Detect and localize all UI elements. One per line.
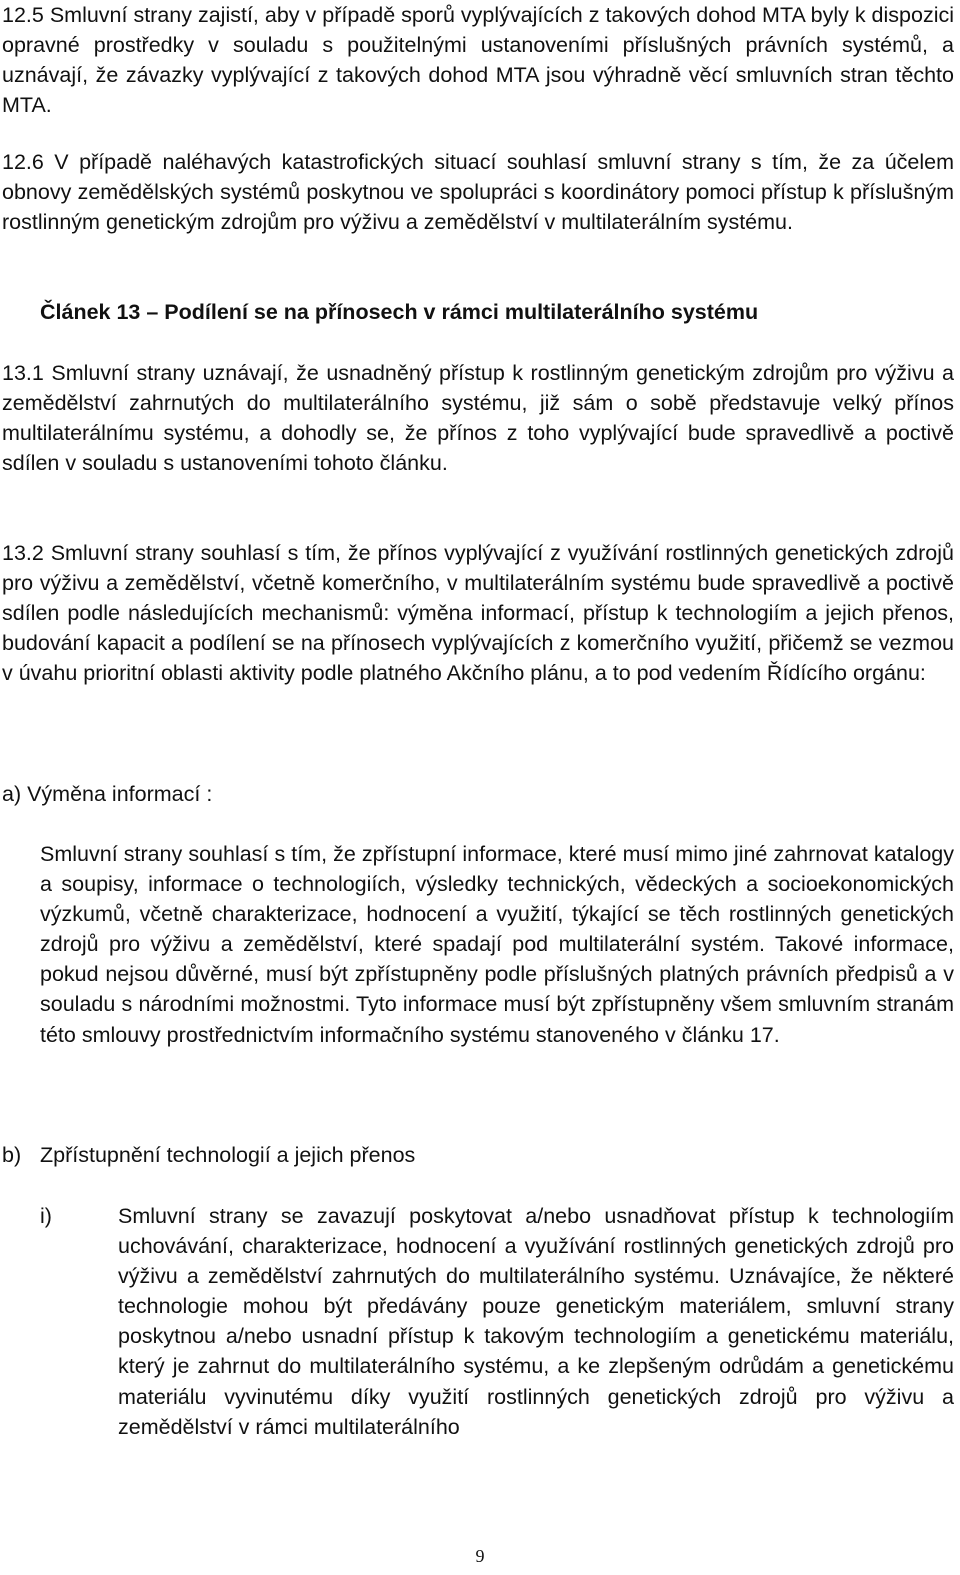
paragraph-13-2: 13.2 Smluvní strany souhlasí s tím, že přínos vyplývající z využívání rostlinných genetických zdrojů pro výživu a zemědělství, včetně komerčního, v multilaterálním systému bude spravedlivě a poctivě sdílen podle následujících mechanismů: výměna informací, přístup k technologiím a jejich přenos, budování kapacit a podílení se na přínosech vyplývajících z komerčního využití, přičemž se vezmou v úvahu prioritní oblasti aktivity podle platného Akčního plánu, a to pod vedením Řídícího orgánu: [2,541,954,686]
item-b-marker: b) [2,1143,22,1167]
item-i-marker: i) [40,1204,52,1228]
paragraph-12-6: 12.6 V případě naléhavých katastrofických situací souhlasí smluvní strany s tím, že za účelem obnovy zemědělských systémů poskytnou ve spolupráci s koordinátory pomoci přístup k příslušným rostlinným genetickým zdrojům pro výživu a zemědělství v multilaterálním systému. [2,150,954,235]
item-a-text: Smluvní strany souhlasí s tím, že zpřístupní informace, které musí mimo jiné zahrnovat katalogy a soupisy, informace o technologiích, výsledky technických, vědeckých a socioekonomických výzkumů, včetně charakterizace, hodnocení a využití, týkající se těch rostlinných genetických zdrojů pro výživu a zemědělství, které spadají pod multilaterální systém. Takové informace, pokud nejsou důvěrné, musí být zpřístupněny podle příslušných platných právních předpisů a v souladu s národními možnostmi. Tyto informace musí být zpřístupněny všem smluvním stranám této smlouvy prostřednictvím informačního systému stanoveného v článku 17. [40,842,954,1047]
paragraph-12-5: 12.5 Smluvní strany zajistí, aby v případě sporů vyplývajících z takových dohod MTA byly k dispozici opravné prostředky v souladu s použitelnými ustanoveními příslušných právních systémů, a uznávají, že závazky vyplývající z takových dohod MTA jsou výhradně věcí smluvních stran těchto MTA. [2,3,954,118]
paragraph-13-1: 13.1 Smluvní strany uznávají, že usnadněný přístup k rostlinným genetickým zdrojům pro výživu a zemědělství zahrnutých do multilaterálního systému, již sám o sobě představuje velký přínos multilaterálnímu systému, a dohodly se, že přínos z toho vyplývající bude spravedlivě a poctivě sdílen v souladu s ustanoveními tohoto článku. [2,361,954,476]
item-i-text: Smluvní strany se zavazují poskytovat a/nebo usnadňovat přístup k technologiím uchovávání, charakterizace, hodnocení a využívání rostlinných genetických zdrojů pro výživu a zemědělství zahrnutých do multilaterálního systému. Uznávajíce, že některé technologie mohou být předávány pouze genetickým materiálem, smluvní strany poskytnou a/nebo usnadní přístup k takovým technologiím a genetickému materiálu, který je zahrnut do multilaterálního systému, a ke zlepšeným odrůdám a genetickému materiálu vyvinutému díky využití rostlinných genetických zdrojů pro výživu a zemědělství v rámci multilaterálního [118,1204,954,1439]
page-number: 9 [475,1546,485,1566]
item-b-label: Zpřístupnění technologií a jejich přenos [40,1143,416,1167]
article-13-heading: Článek 13 – Podílení se na přínosech v rámci multilaterálního systému [40,300,759,324]
item-b [2,1140,954,1170]
item-a-label: a) Výměna informací : [2,782,213,806]
